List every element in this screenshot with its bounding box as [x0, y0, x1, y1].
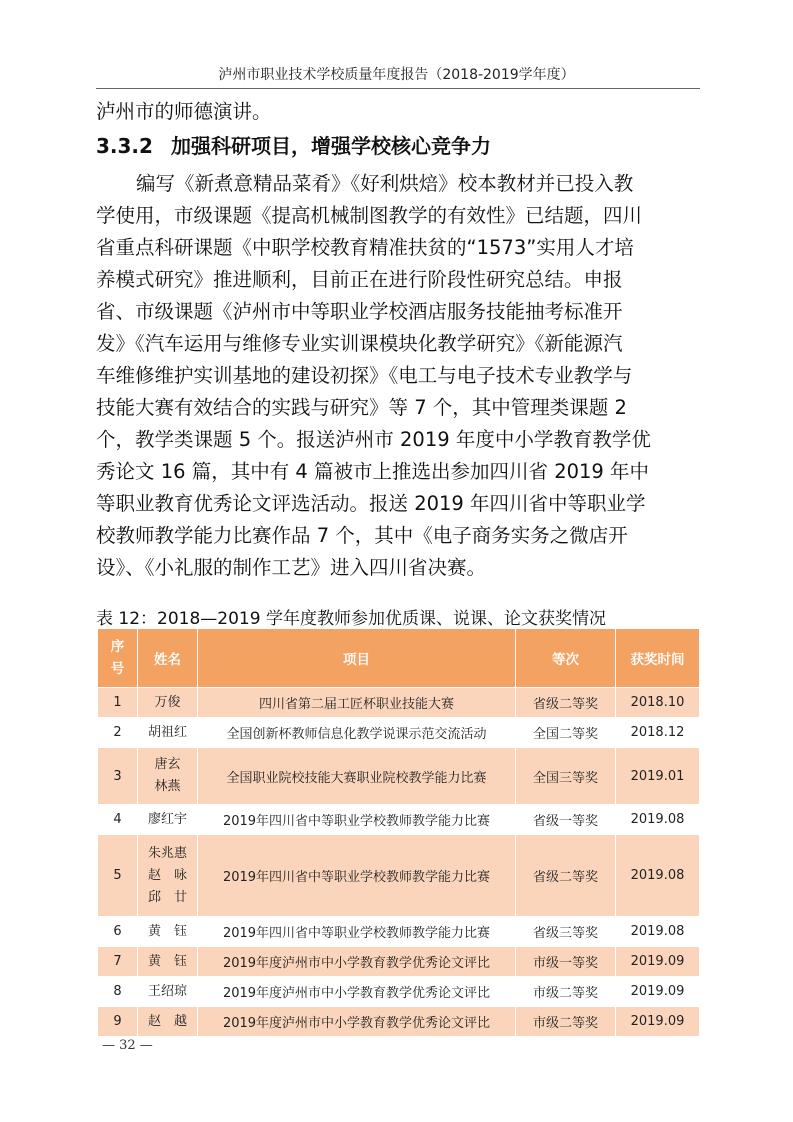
header-rule — [96, 88, 700, 89]
cell-name: 万俊 — [138, 688, 198, 718]
cell-number: 7 — [98, 947, 138, 977]
paragraph-line: 学使用，市级课题《提高机械制图教学的有效性》已结题，四川 — [96, 204, 643, 227]
cell-project: 2019年四川省中等职业学校教师教学能力比赛 — [198, 805, 516, 835]
cell-project: 全国创新杯教师信息化教学说课示范交流活动 — [198, 718, 516, 748]
section-number: 3.3.2 — [96, 134, 153, 158]
section-heading — [96, 130, 491, 159]
cell-number: 1 — [98, 688, 138, 718]
cell-date: 2019.01 — [616, 748, 700, 805]
cell-level: 省级二等奖 — [516, 835, 616, 917]
table-row — [98, 835, 700, 917]
paragraph-line: 编写《新煮意精品菜肴》《好利烘焙》校本教材并已投入教 — [136, 172, 634, 195]
cell-project: 2019年度泸州市中小学教育教学优秀论文评比 — [198, 1007, 516, 1037]
cell-level: 全国二等奖 — [516, 718, 616, 748]
cell-number: 5 — [98, 835, 138, 917]
table-row — [98, 1007, 700, 1037]
cell-date: 2019.08 — [616, 917, 700, 947]
cell-level: 市级二等奖 — [516, 1007, 616, 1037]
cell-name: 胡祖红 — [138, 718, 198, 748]
cell-date: 2019.08 — [616, 805, 700, 835]
paragraph-line: 养模式研究》推进顺利，目前正在进行阶段性研究总结。申报 — [96, 268, 623, 291]
table-row — [98, 805, 700, 835]
cell-name: 王绍琼 — [138, 977, 198, 1007]
intro-text — [96, 96, 700, 128]
cell-project: 2019年度泸州市中小学教育教学优秀论文评比 — [198, 947, 516, 977]
cell-number: 8 — [98, 977, 138, 1007]
section-title: 加强科研项目，增强学校核心竞争力 — [170, 134, 491, 158]
header-cell-date: 获奖时间 — [616, 629, 700, 688]
cell-date: 2019.08 — [616, 835, 700, 917]
cell-date: 2019.09 — [616, 977, 700, 1007]
cell-number: 9 — [98, 1007, 138, 1037]
header-cell-level: 等次 — [516, 629, 616, 688]
cell-name: 廖红宇 — [138, 805, 198, 835]
cell-name: 黄 钰 — [138, 947, 198, 977]
cell-level: 省级三等奖 — [516, 917, 616, 947]
table-row — [98, 688, 700, 718]
cell-level: 市级一等奖 — [516, 947, 616, 977]
cell-level: 省级二等奖 — [516, 688, 616, 718]
cell-level: 市级二等奖 — [516, 977, 616, 1007]
cell-name: 赵 越 — [138, 1007, 198, 1037]
awards-table — [97, 628, 700, 1037]
cell-date: 2018.12 — [616, 718, 700, 748]
cell-name: 朱兆惠 赵 咏 邱 廿 — [138, 835, 198, 917]
cell-project: 2019年度泸州市中小学教育教学优秀论文评比 — [198, 977, 516, 1007]
paragraph-line: 技能大赛有效结合的实践与研究》等 7 个，其中管理类课题 2 — [96, 396, 627, 419]
cell-number: 4 — [98, 805, 138, 835]
cell-number: 6 — [98, 917, 138, 947]
page-number: — 32 — — [102, 1038, 153, 1053]
table-caption: 表 12：2018—2019 学年度教师参加优质课、说课、论文获奖情况 — [96, 609, 606, 629]
cell-number: 3 — [98, 748, 138, 805]
cell-level: 全国三等奖 — [516, 748, 616, 805]
paragraph-line: 发》《汽车运用与维修专业实训课模块化教学研究》《新能源汽 — [96, 332, 623, 355]
paragraph-line: 省、市级课题《泸州市中等职业学校酒店服务技能抽考标准开 — [96, 300, 623, 323]
header-cell-project: 项目 — [198, 629, 516, 688]
table-row — [98, 947, 700, 977]
paragraph-line: 校教师教学能力比赛作品 7 个，其中《电子商务实务之微店开 — [96, 524, 628, 547]
cell-project: 2019年四川省中等职业学校教师教学能力比赛 — [198, 917, 516, 947]
header-cell-name: 姓名 — [138, 629, 198, 688]
running-header: 泸州市职业技术学校质量年度报告（2018-2019学年度） — [218, 67, 575, 83]
intro-line: 泸州市的师德演讲。 — [96, 100, 272, 123]
cell-name: 黄 钰 — [138, 917, 198, 947]
header-cell-number: 序号 — [98, 629, 138, 688]
cell-project: 全国职业院校技能大赛职业院校教学能力比赛 — [198, 748, 516, 805]
cell-date: 2018.10 — [616, 688, 700, 718]
cell-name: 唐玄 林燕 — [138, 748, 198, 805]
cell-number: 2 — [98, 718, 138, 748]
cell-level: 省级一等奖 — [516, 805, 616, 835]
cell-project: 2019年四川省中等职业学校教师教学能力比赛 — [198, 835, 516, 917]
cell-date: 2019.09 — [616, 947, 700, 977]
cell-project: 四川省第二届工匠杯职业技能大赛 — [198, 688, 516, 718]
paragraph-line: 省重点科研课题《中职学校教育精准扶贫的“1573”实用人才培 — [96, 236, 634, 259]
table-row — [98, 718, 700, 748]
paragraph-line: 车维修维护实训基地的建设初探》《电工与电子技术专业教学与 — [96, 364, 633, 387]
body-paragraph — [96, 168, 700, 584]
paragraph-line: 秀论文 16 篇，其中有 4 篇被市上推选出参加四川省 2019 年中 — [96, 460, 650, 483]
paragraph-line: 个，教学类课题 5 个。报送泸州市 2019 年度中小学教育教学优 — [96, 428, 651, 451]
paragraph-line: 等职业教育优秀论文评选活动。报送 2019 年四川省中等职业学 — [96, 492, 646, 515]
paragraph-line: 设》、《小礼服的制作工艺》进入四川省决赛。 — [96, 556, 487, 579]
table-header-row — [98, 629, 700, 688]
table-row — [98, 748, 700, 805]
cell-date: 2019.09 — [616, 1007, 700, 1037]
table-row — [98, 977, 700, 1007]
table-row — [98, 917, 700, 947]
